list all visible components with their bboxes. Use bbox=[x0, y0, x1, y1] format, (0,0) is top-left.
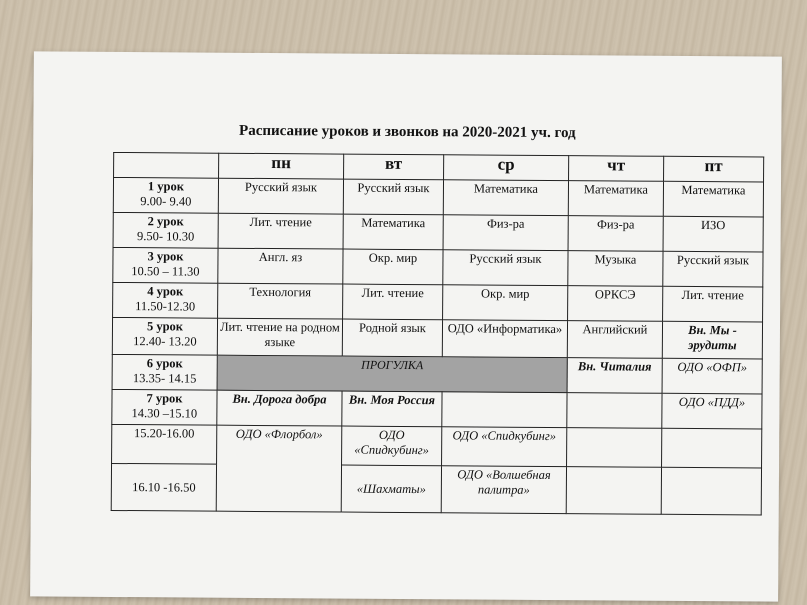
day-header: пн bbox=[219, 153, 344, 179]
time-cell: 16.10 -16.50 bbox=[111, 463, 216, 511]
lesson-cell bbox=[113, 247, 218, 283]
subject-cell: Вн. Читалия bbox=[567, 358, 662, 394]
lesson-cell bbox=[112, 354, 217, 390]
table-row bbox=[112, 354, 762, 394]
subject-cell: Русский язык bbox=[218, 178, 343, 214]
subject-cell: ОДО «Спидкубинг» bbox=[342, 426, 442, 466]
lesson-time: 9.00- 9.40 bbox=[140, 194, 192, 209]
subject-cell bbox=[442, 392, 567, 428]
subject-cell: «Шахматы» bbox=[341, 465, 441, 513]
subject-cell: Математика bbox=[568, 181, 663, 217]
table-row bbox=[112, 424, 762, 468]
subject-cell: Русский язык bbox=[443, 250, 568, 286]
table-row bbox=[113, 282, 763, 322]
lesson-time: 9.50- 10.30 bbox=[136, 229, 195, 244]
table-row bbox=[113, 177, 763, 217]
day-header: пт bbox=[664, 156, 764, 182]
subject-cell bbox=[661, 467, 761, 515]
lesson-number: 6 урок bbox=[146, 356, 183, 371]
subject-cell: Лит. чтение bbox=[343, 284, 443, 320]
subject-cell: Вн. Моя Россия bbox=[342, 391, 442, 427]
subject-cell: ОДО «Информатика» bbox=[442, 320, 567, 358]
subject-cell: Лит. чтение на родном языке bbox=[217, 318, 342, 356]
subject-cell: ОДО «Спидкубинг» bbox=[442, 427, 567, 467]
lesson-cell bbox=[113, 177, 218, 213]
lesson-cell bbox=[113, 282, 218, 318]
subject-cell: ОРКСЭ bbox=[568, 286, 663, 322]
subject-cell: ОДО «Флорбол» bbox=[216, 425, 342, 512]
lesson-time: 13.35- 14.15 bbox=[132, 371, 197, 386]
subject-cell bbox=[567, 428, 662, 468]
lesson-time: 14.30 –15.10 bbox=[131, 406, 198, 421]
subject-cell bbox=[662, 428, 762, 468]
subject-cell: Математика bbox=[443, 180, 568, 216]
subject-cell: Русский язык bbox=[663, 251, 763, 287]
lesson-number: 7 урок bbox=[146, 391, 183, 406]
lesson-number: 4 урок bbox=[147, 284, 184, 299]
subject-cell: ИЗО bbox=[663, 216, 763, 252]
table-row bbox=[111, 463, 761, 515]
subject-cell: ОДО «ПДД» bbox=[662, 393, 762, 429]
subject-cell: Окр. мир bbox=[443, 285, 568, 321]
table-row bbox=[113, 247, 763, 287]
table-row bbox=[113, 212, 763, 252]
subject-cell: Родной язык bbox=[342, 319, 442, 357]
table-row bbox=[112, 317, 762, 359]
schedule-table bbox=[111, 152, 764, 516]
subject-cell bbox=[566, 467, 661, 515]
subject-cell: ОДО «Волшебная палитра» bbox=[441, 466, 566, 514]
subject-cell: Лит. чтение bbox=[663, 286, 763, 322]
subject-cell: Музыка bbox=[568, 251, 663, 287]
subject-cell: Математика bbox=[663, 181, 763, 217]
lesson-number: 2 урок bbox=[147, 214, 184, 229]
subject-cell: Русский язык bbox=[343, 179, 443, 215]
day-header: вт bbox=[344, 154, 444, 180]
time-cell: 15.20-16.00 bbox=[112, 424, 217, 464]
subject-cell: Вн. Дорога добра bbox=[217, 390, 342, 426]
subject-cell: Вн. Мы - эрудиты bbox=[662, 321, 762, 359]
table-row bbox=[112, 389, 762, 429]
subject-cell: Математика bbox=[343, 214, 443, 250]
subject-cell: Технология bbox=[218, 283, 343, 319]
lesson-cell bbox=[112, 317, 217, 355]
day-header: чт bbox=[569, 156, 664, 182]
lesson-time: 10.50 – 11.30 bbox=[131, 264, 200, 279]
walk-cell: ПРОГУЛКА bbox=[217, 355, 567, 392]
subject-cell: Лит. чтение bbox=[218, 213, 343, 249]
lesson-cell bbox=[112, 389, 217, 425]
subject-cell: ОДО «ОФП» bbox=[662, 358, 762, 394]
subject-cell: Физ-ра bbox=[443, 215, 568, 251]
lesson-number: 3 урок bbox=[147, 249, 184, 264]
subject-cell: Англ. яз bbox=[218, 248, 343, 284]
lesson-number: 1 урок bbox=[147, 179, 185, 194]
page-title: Расписание уроков и звонков на 2020-2021 уч. год bbox=[239, 122, 576, 142]
lesson-time: 11.50-12.30 bbox=[135, 299, 196, 314]
subject-cell bbox=[567, 393, 662, 429]
subject-cell: Физ-ра bbox=[568, 216, 663, 252]
subject-cell: Окр. мир bbox=[343, 249, 443, 285]
lesson-time: 12.40- 13.20 bbox=[133, 334, 197, 349]
subject-cell: Английский bbox=[567, 321, 662, 359]
paper-sheet bbox=[30, 51, 782, 601]
corner-cell bbox=[114, 152, 219, 178]
lesson-number: 5 урок bbox=[146, 319, 184, 334]
day-header: ср bbox=[444, 155, 569, 181]
lesson-cell bbox=[113, 212, 218, 248]
